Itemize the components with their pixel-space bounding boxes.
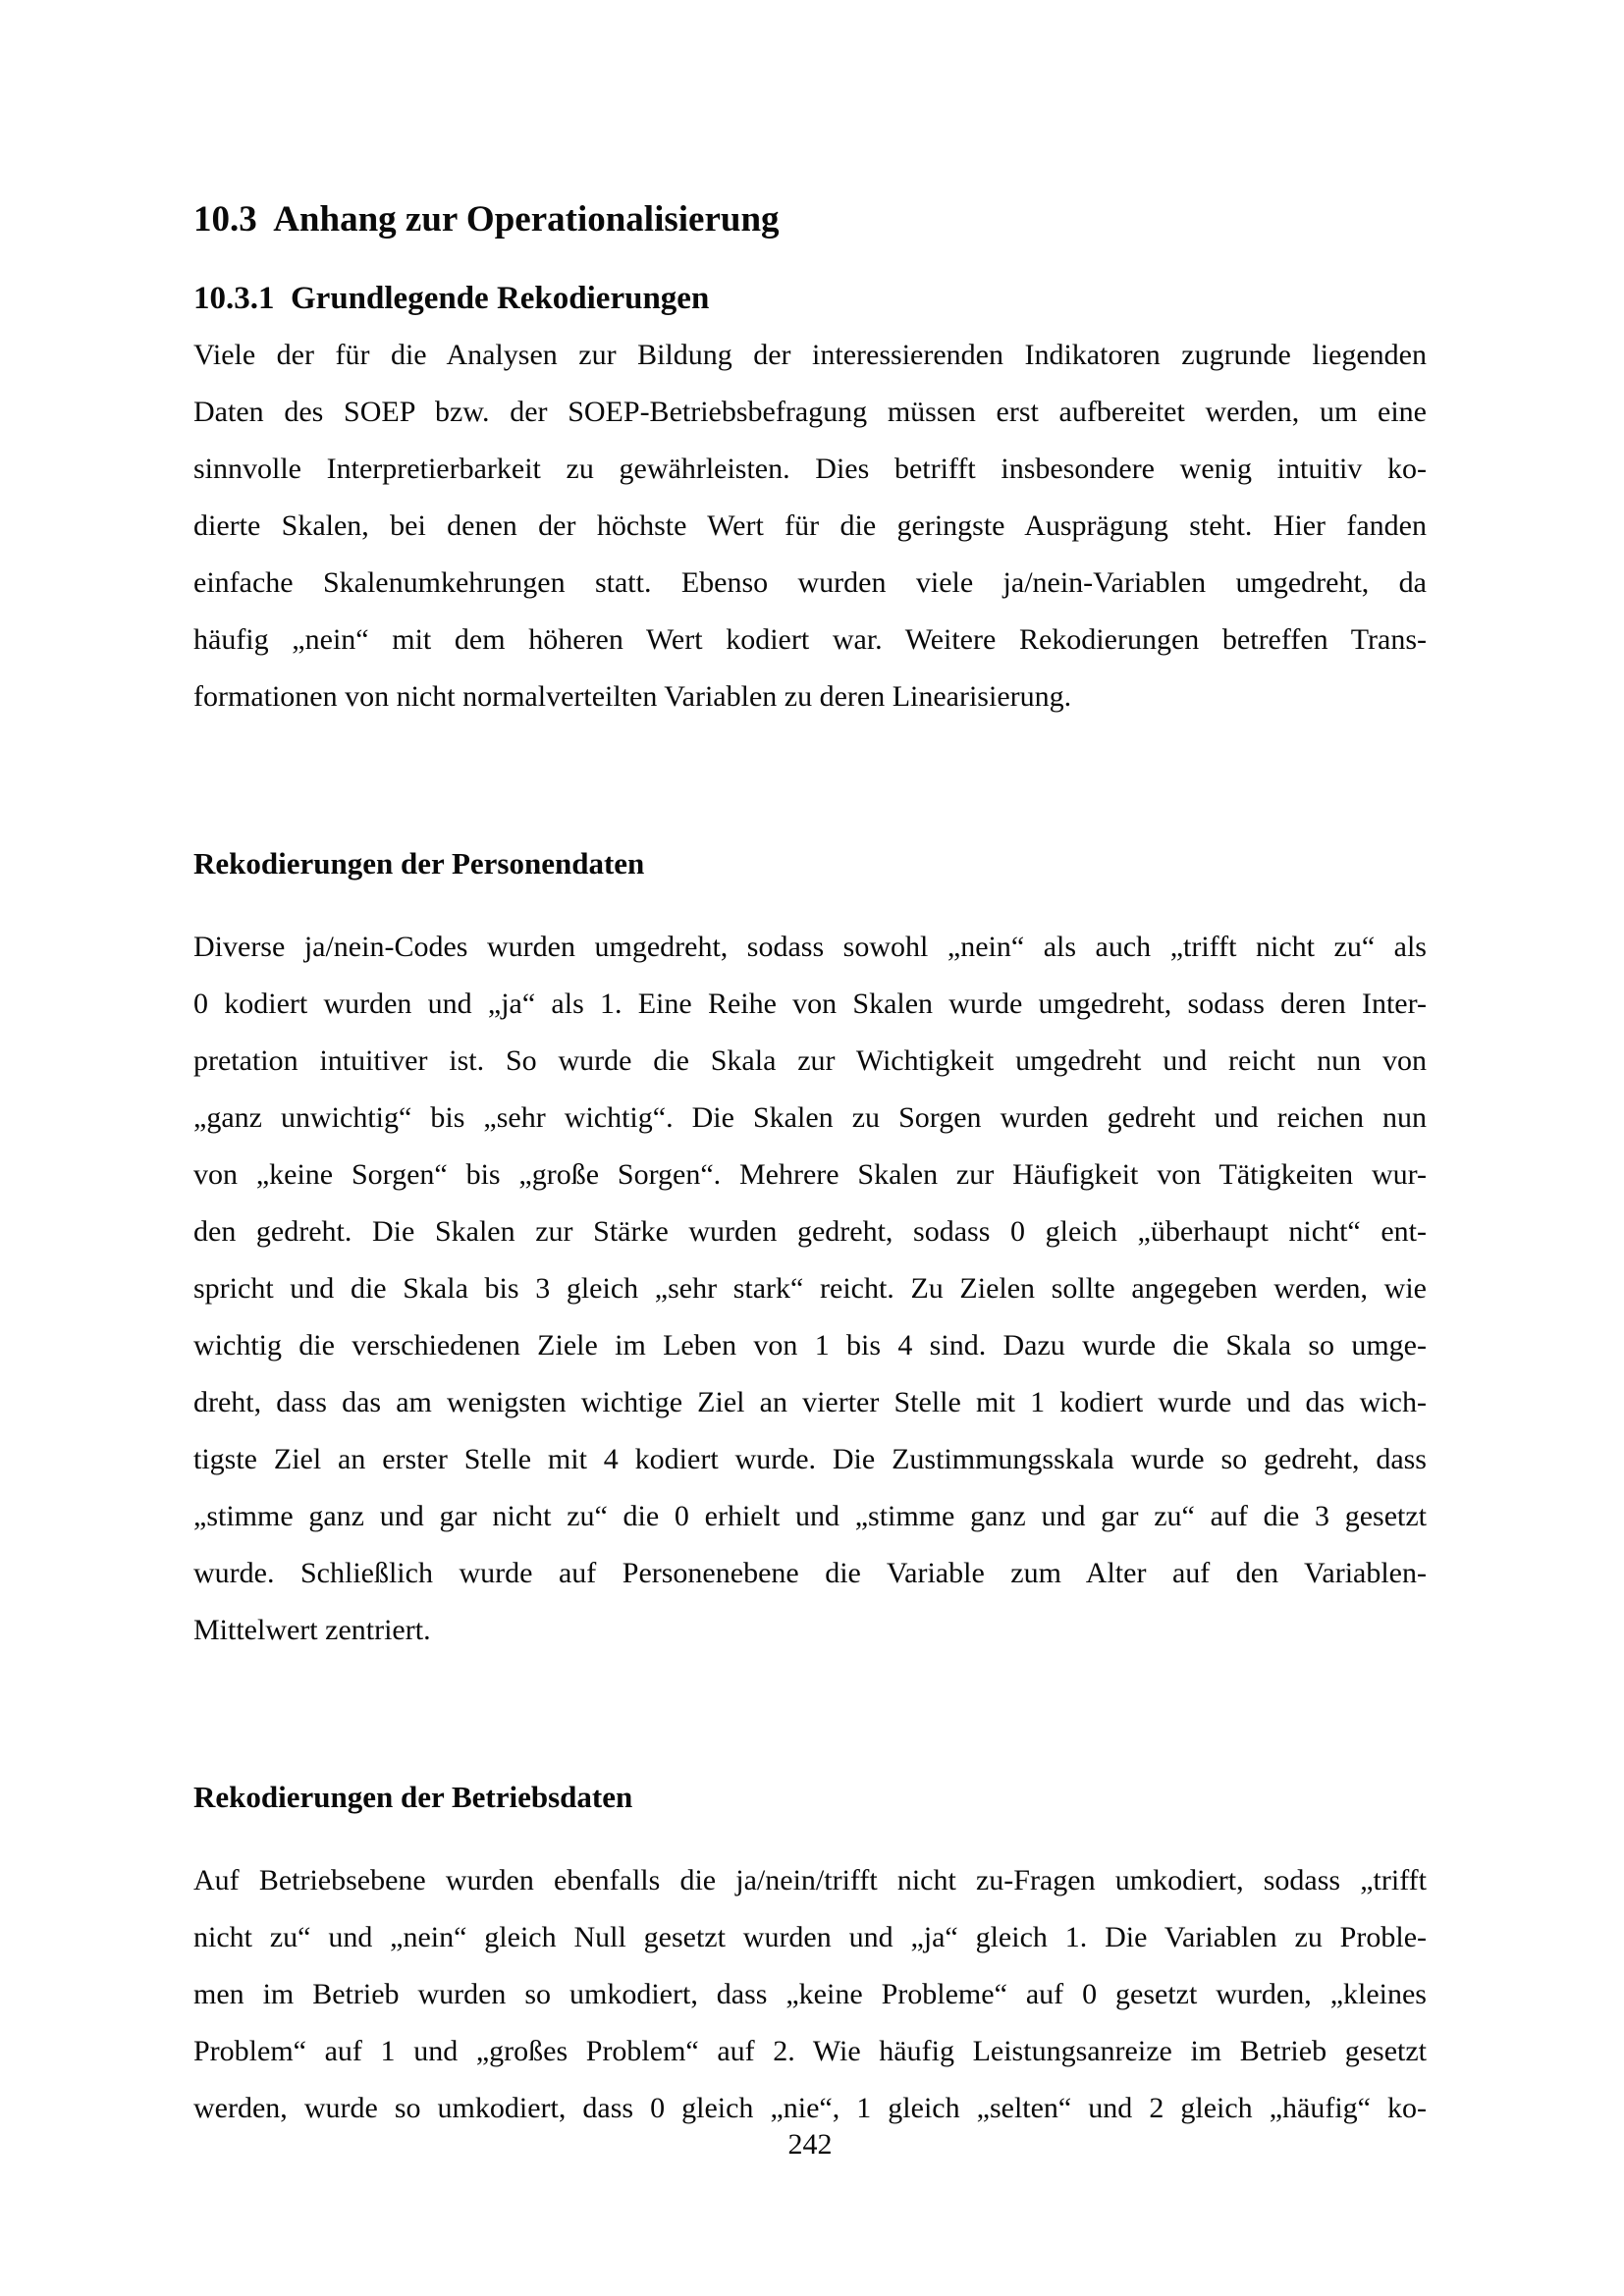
person-data-paragraph [193, 919, 1427, 1659]
text-line: „stimme ganz und gar nicht zu“ die 0 erhielt und „stimme ganz und gar zu“ auf die 3 gesetzt [193, 1500, 1427, 1532]
subsection-heading: 10.3.1 Grundlegende Rekodierungen [193, 281, 710, 316]
text-line: wichtig die verschiedenen Ziele im Leben von 1 bis 4 sind. Dazu wurde die Skala so umge- [193, 1329, 1427, 1362]
text-line: dreht, dass das am wenigsten wichtige Ziel an vierter Stelle mit 1 kodiert wurde und das wich- [193, 1386, 1427, 1418]
page-number: 242 [787, 2128, 833, 2161]
text-line: einfache Skalenumkehrungen statt. Ebenso wurden viele ja/nein-Variablen umgedreht, da [193, 566, 1427, 599]
text-line: Auf Betriebsebene wurden ebenfalls die ja/nein/trifft nicht zu-Fragen umkodiert, sodass „trifft [193, 1864, 1427, 1896]
text-line: Daten des SOEP bzw. der SOEP-Betriebsbefragung müssen erst aufbereitet werden, um eine [193, 396, 1427, 428]
text-line: Problem“ auf 1 und „großes Problem“ auf 2. Wie häufig Leistungsanreize im Betrieb gesetzt [193, 2035, 1427, 2067]
section-heading: 10.3 Anhang zur Operationalisierung [193, 199, 780, 240]
text-line: men im Betrieb wurden so umkodiert, dass „keine Probleme“ auf 0 gesetzt wurden, „kleines [193, 1978, 1427, 2010]
betrieb-data-paragraph [193, 1852, 1427, 2137]
text-line: Viele der für die Analysen zur Bildung der interessierenden Indikatoren zugrunde liegenden [193, 339, 1427, 371]
text-line: spricht und die Skala bis 3 gleich „sehr stark“ reicht. Zu Zielen sollte angegeben werden, wie [193, 1272, 1427, 1305]
text-line: dierte Skalen, bei denen der höchste Wert für die geringste Ausprägung steht. Hier fanden [193, 509, 1427, 542]
betrieb-data-heading: Rekodierungen der Betriebsdaten [193, 1780, 633, 1814]
text-line: von „keine Sorgen“ bis „große Sorgen“. Mehrere Skalen zur Häufigkeit von Tätigkeiten wur- [193, 1158, 1427, 1191]
text-line: Diverse ja/nein-Codes wurden umgedreht, sodass sowohl „nein“ als auch „trifft nicht zu“ als [193, 931, 1427, 963]
text-line: formationen von nicht normalverteilten Variablen zu deren Linearisierung. [193, 680, 1072, 713]
text-line: pretation intuitiver ist. So wurde die Skala zur Wichtigkeit umgedreht und reicht nun von [193, 1044, 1427, 1077]
text-line: wurde. Schließlich wurde auf Personenebene die Variable zum Alter auf den Variablen- [193, 1557, 1427, 1589]
person-data-heading: Rekodierungen der Personendaten [193, 846, 645, 881]
text-line: sinnvolle Interpretierbarkeit zu gewährleisten. Dies betrifft insbesondere wenig intuitiv ko- [193, 453, 1427, 485]
text-line: „ganz unwichtig“ bis „sehr wichtig“. Die Skalen zu Sorgen wurden gedreht und reichen nun [193, 1101, 1427, 1134]
intro-paragraph [193, 327, 1427, 725]
text-line: tigste Ziel an erster Stelle mit 4 kodiert wurde. Die Zustimmungsskala wurde so gedreht, dass [193, 1443, 1427, 1475]
text-line: nicht zu“ und „nein“ gleich Null gesetzt wurden und „ja“ gleich 1. Die Variablen zu Proble- [193, 1921, 1427, 1953]
text-line: 0 kodiert wurden und „ja“ als 1. Eine Reihe von Skalen wurde umgedreht, sodass deren Inter- [193, 988, 1427, 1020]
text-line: werden, wurde so umkodiert, dass 0 gleich „nie“, 1 gleich „selten“ und 2 gleich „häufig“ ko- [193, 2092, 1427, 2124]
text-line: Mittelwert zentriert. [193, 1614, 431, 1646]
text-line: den gedreht. Die Skalen zur Stärke wurden gedreht, sodass 0 gleich „überhaupt nicht“ ent- [193, 1215, 1427, 1248]
text-line: häufig „nein“ mit dem höheren Wert kodiert war. Weitere Rekodierungen betreffen Trans- [193, 623, 1427, 656]
